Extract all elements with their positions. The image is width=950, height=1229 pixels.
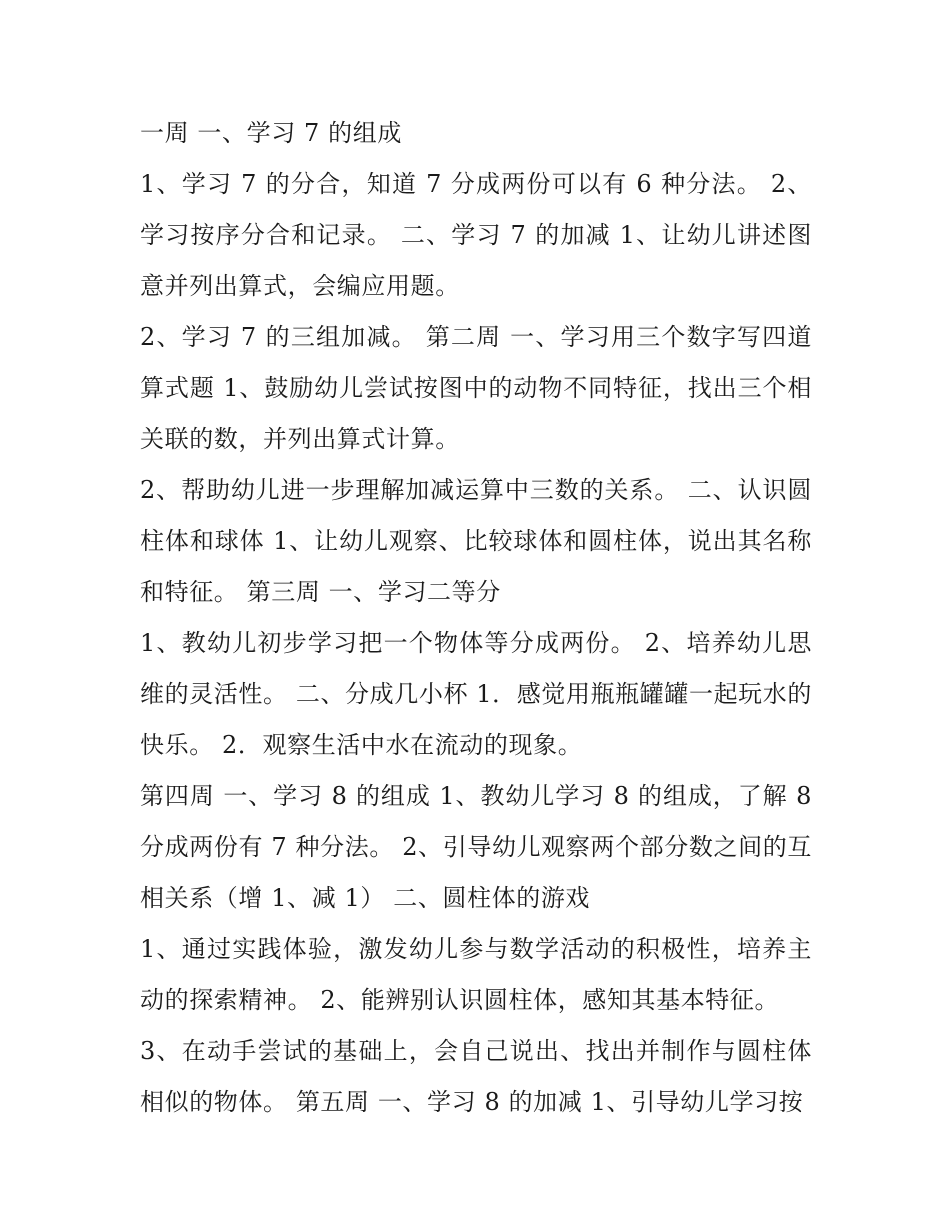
paragraph-4: 2、帮助幼儿进一步理解加减运算中三数的关系。 二、认识圆柱体和球体 1、让幼儿观察、比较球体和圆柱体，说出其名称和特征。 第三周 一、学习二等分: [140, 476, 812, 606]
paragraph-7: 1、通过实践体验，激发幼儿参与数学活动的积极性，培养主动的探索精神。 2、能辨别认识圆柱体，感知其基本特征。: [140, 935, 812, 1014]
paragraph-1: 一周 一、学习 7 的组成: [140, 119, 402, 147]
paragraph-3: 2、学习 7 的三组加减。 第二周 一、学习用三个数字写四道算式题 1、鼓励幼儿尝试按图中的动物不同特征，找出三个相关联的数，并列出算式计算。: [140, 323, 812, 453]
paragraph-8: 3、在动手尝试的基础上，会自己说出、找出并制作与圆柱体相似的物体。 第五周 一、学习 8 的加减 1、引导幼儿学习按: [140, 1037, 812, 1116]
paragraph-5: 1、教幼儿初步学习把一个物体等分成两份。 2、培养幼儿思维的灵活性。 二、分成几小杯 1．感觉用瓶瓶罐罐一起玩水的快乐。 2．观察生活中水在流动的现象。: [140, 629, 812, 759]
paragraph-6: 第四周 一、学习 8 的组成 1、教幼儿学习 8 的组成，了解 8 分成两份有 7 种分法。 2、引导幼儿观察两个部分数之间的互相关系（增 1、减 1） 二、圆柱体的游戏: [140, 782, 812, 912]
document-page: [140, 108, 812, 1128]
paragraph-2: 1、学习 7 的分合，知道 7 分成两份可以有 6 种分法。 2、学习按序分合和记录。 二、学习 7 的加减 1、让幼儿讲述图意并列出算式，会编应用题。: [140, 170, 812, 300]
